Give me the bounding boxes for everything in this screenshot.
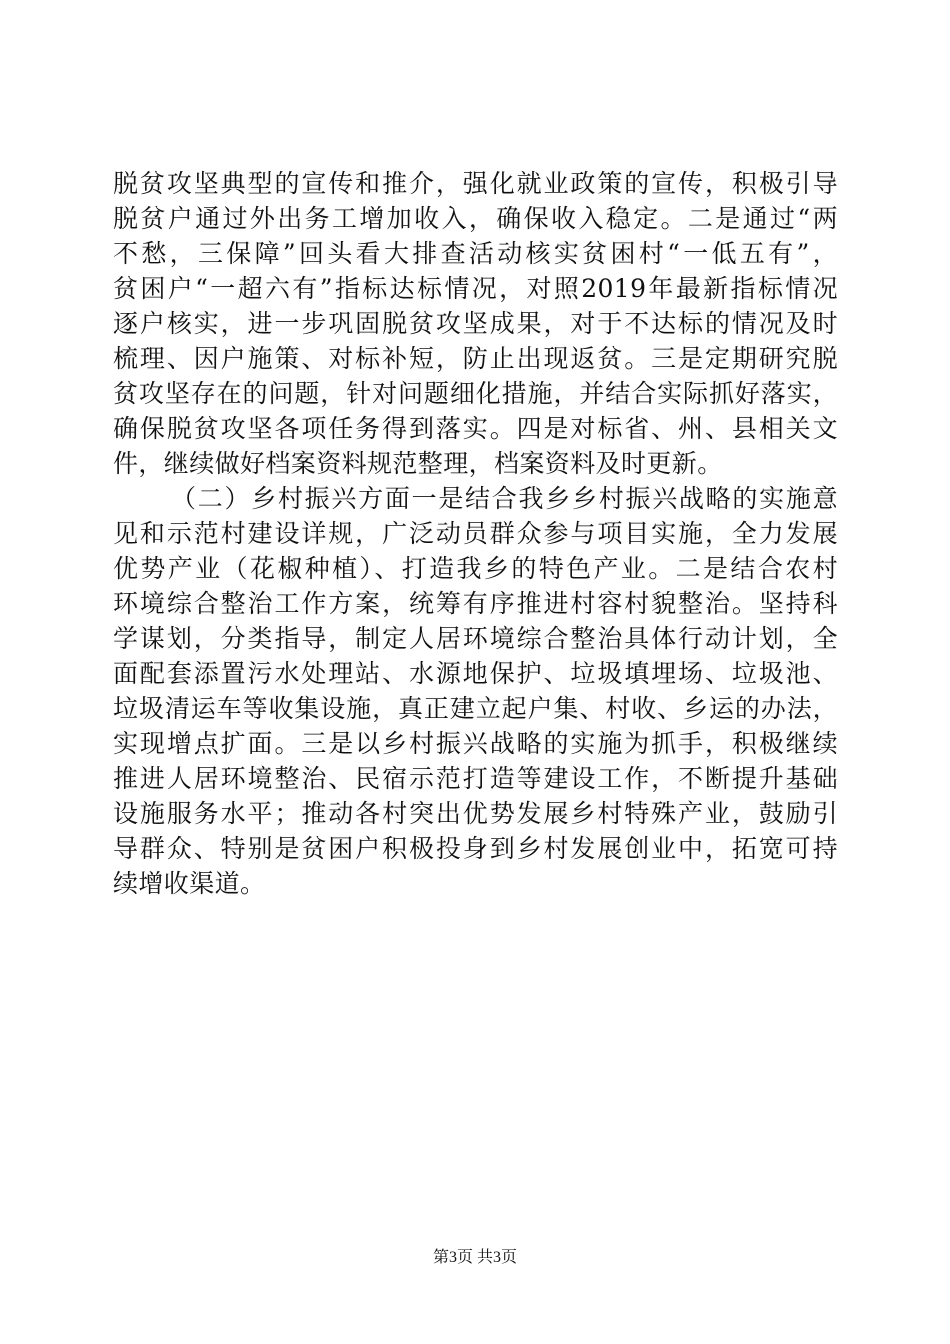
text-line: 优势产业（花椒种植）、打造我乡的特色产业。二是结合农村	[113, 554, 838, 583]
text-line: 不愁，三保障”回头看大排查活动核实贫困村“一低五有”，	[113, 239, 838, 268]
document-body	[113, 166, 838, 901]
page-number-footer: 第3页 共3页	[432, 1249, 517, 1266]
text-line: 见和示范村建设详规，广泛动员群众参与项目实施，全力发展	[113, 519, 838, 548]
paragraph-rural-revitalization	[113, 481, 838, 901]
text-line: 逐户核实，进一步巩固脱贫攻坚成果，对于不达标的情况及时	[113, 309, 838, 338]
text-line: 确保脱贫攻坚各项任务得到落实。四是对标省、州、县相关文	[113, 414, 838, 443]
text-line: 垃圾清运车等收集设施，真正建立起户集、村收、乡运的办法，	[113, 694, 838, 723]
text-line: 推进人居环境整治、民宿示范打造等建设工作，不断提升基础	[113, 764, 838, 793]
text-line: 贫困户“一超六有”指标达标情况，对照2019年最新指标情况	[113, 274, 838, 303]
text-line: 脱贫户通过外出务工增加收入，确保收入稳定。二是通过“两	[113, 204, 838, 233]
text-line: 设施服务水平；推动各村突出优势发展乡村特殊产业，鼓励引	[113, 799, 838, 828]
text-line: 实现增点扩面。三是以乡村振兴战略的实施为抓手，积极继续	[113, 729, 838, 758]
text-line: 面配套添置污水处理站、水源地保护、垃圾填埋场、垃圾池、	[113, 659, 838, 688]
text-line: （二）乡村振兴方面一是结合我乡乡村振兴战略的实施意	[171, 484, 838, 513]
text-line: 学谋划，分类指导，制定人居环境综合整治具体行动计划，全	[113, 624, 838, 653]
paragraph-poverty-alleviation	[113, 166, 838, 481]
text-line: 梳理、因户施策、对标补短，防止出现返贫。三是定期研究脱	[113, 344, 838, 373]
text-line: 脱贫攻坚典型的宣传和推介，强化就业政策的宣传，积极引导	[113, 169, 838, 198]
text-line: 导群众、特别是贫困户积极投身到乡村发展创业中，拓宽可持	[113, 834, 838, 863]
text-line: 贫攻坚存在的问题，针对问题细化措施，并结合实际抓好落实，	[113, 379, 838, 408]
text-line: 件，继续做好档案资料规范整理，档案资料及时更新。	[113, 449, 723, 478]
text-line: 环境综合整治工作方案，统筹有序推进村容村貌整治。坚持科	[113, 589, 838, 618]
text-line: 续增收渠道。	[113, 869, 266, 898]
